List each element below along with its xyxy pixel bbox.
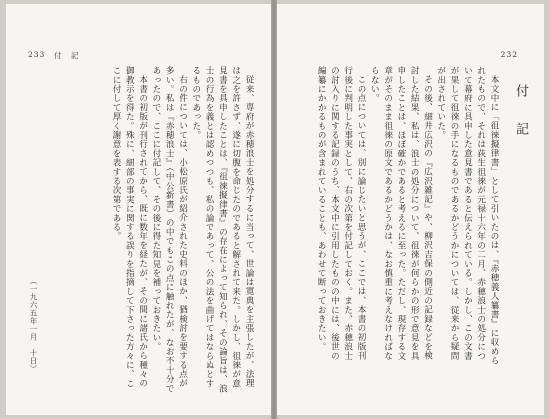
page-number: 233 <box>28 50 46 59</box>
date-line: （一九六五年一月 十日） <box>29 277 38 373</box>
page-number: 232 <box>500 50 518 59</box>
paragraph: 本書の初版が刊行されてから、既に数年を経たが、その間に諸氏から種々の御教示を得た。殊に、細部の事実に関する誤りを指摘して下さった方々に、ここに付して厚く謝意を表する次第である。 <box>111 66 148 388</box>
paragraph: その後、細井広沢の『広沢雑記』や、柳沢吉保の側近の記録などを検討した結果、私は、浪士の処分について、徂徠が何らかの形で意見を具申したことは、ほぼ確かであると考えるに至った。ただし、現存する文章がそのまま徂徠の原文であるかどうかは、なお慎重に考えなければならない。 <box>369 66 433 361</box>
paragraph: 本文中に「徂徠擬律書」として引いたのは、『赤穂義人纂書』に収められたもので、それは荻生徂徠が元禄十六年の二月、赤穂浪士の処分について幕府に具申した意見書であると伝えられている。しかし、この文書が果して徂徠の手になるものであるかどうかについては、従来から疑問が出されていた。 <box>435 66 499 365</box>
body-text <box>284 66 500 366</box>
right-page <box>277 4 544 415</box>
paragraph: この点については、別に論じたいと思うが、ここでは、本書の初版刊行後に判明した事実として、右の次第を付記しておく。また、赤穂浪士の討入りに関する記録のうち、本文中に引用したものの中には、後世の編纂にかかるものが含まれていることも、あわせて断っておきたい。 <box>316 66 367 361</box>
paragraph: 従来、専府が赤穂浪士を処分するに当って、世論は寛典を主張したが、法理は之を許さず、遂に切腹を命じたのであると解されて来た。しかし、徂徠が意見書を具申したことは、『徂徠擬律書』の存在によって知られ、その論旨は、浪士の行為を義とは認めつつも、私の論であって、公の法を曲げてはならぬとするものであった。 <box>190 66 254 393</box>
section-title: 付 記 <box>513 84 528 141</box>
paragraph: 右の件については、小松原氏が紹介された史料のほか、猶検討を要する点が多い。私は『赤穂浪士』（中公新書）の中でもこの点に触れたが、なお不十分であったので、ここに付記して、その後に得た知見を補っておきたい。 <box>150 66 188 393</box>
left-page <box>6 4 271 415</box>
body-text <box>23 66 255 396</box>
running-head: 付 記 <box>54 51 80 60</box>
